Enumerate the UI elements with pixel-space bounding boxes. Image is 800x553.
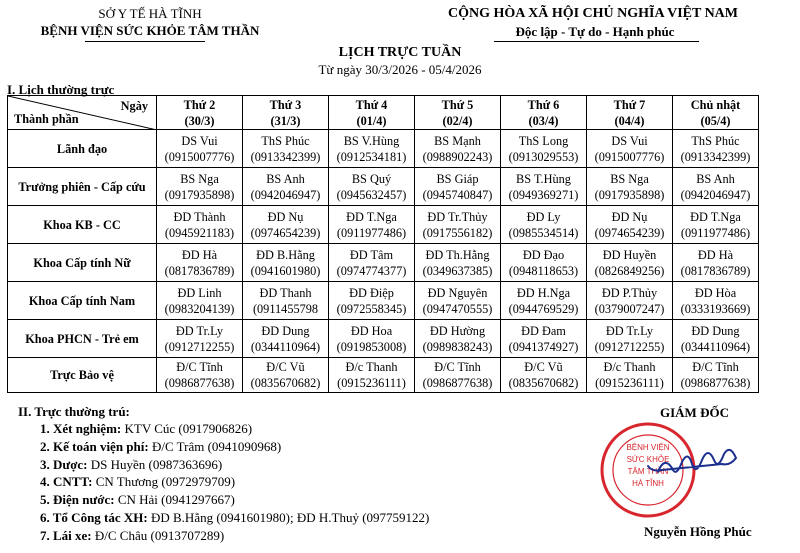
department-cell: Trưởng phiên - Cấp cứu bbox=[8, 168, 157, 206]
list-item bbox=[40, 491, 429, 509]
duty-cell bbox=[501, 320, 587, 358]
day-date: (05/4) bbox=[700, 113, 731, 128]
duty-cell bbox=[415, 206, 501, 244]
hospital-name: BỆNH VIỆN SỨC KHỎE TÂM THẦN bbox=[40, 23, 260, 38]
staff-name: ĐD H.Nga bbox=[516, 285, 571, 300]
staff-name: ĐD Ly bbox=[526, 209, 561, 224]
hospital-seal-and-signature bbox=[596, 412, 756, 527]
staff-name: ĐD Nguyên bbox=[427, 285, 488, 300]
duty-label: 2. Kế toán viện phí: bbox=[40, 438, 149, 454]
staff-name: Đ/C Vũ bbox=[524, 360, 563, 374]
duty-cell bbox=[673, 320, 759, 358]
staff-phone: (0835670682) bbox=[508, 376, 579, 390]
staff-phone: (0942046947) bbox=[250, 187, 321, 202]
staff-phone: (0917935898) bbox=[594, 187, 665, 202]
staff-phone: (0972558345) bbox=[336, 301, 407, 316]
staff-phone: (0989838243) bbox=[422, 339, 493, 354]
date-range: Từ ngày 30/3/2026 - 05/4/2026 bbox=[318, 62, 482, 77]
duty-value: DS Huyền (0987363696) bbox=[90, 456, 223, 472]
duty-cell bbox=[329, 130, 415, 168]
day-date: (03/4) bbox=[528, 113, 559, 128]
staff-name: ĐD Dung bbox=[261, 323, 310, 338]
staff-name: ĐD T.Nga bbox=[690, 209, 741, 224]
day-header bbox=[415, 96, 501, 130]
day-name: Thứ 4 bbox=[355, 97, 388, 112]
table-header-row bbox=[8, 96, 759, 130]
staff-phone: (0915236111) bbox=[595, 376, 664, 390]
day-name: Thứ 7 bbox=[613, 97, 646, 112]
staff-phone: (0911455798 bbox=[252, 301, 319, 316]
staff-name: Đ/C Tĩnh bbox=[176, 360, 223, 374]
staff-name: BS V.Hùng bbox=[343, 133, 400, 148]
staff-phone: (0942046947) bbox=[680, 187, 751, 202]
duty-cell bbox=[157, 206, 243, 244]
duty-schedule-table bbox=[7, 95, 759, 393]
duty-value: KTV Cúc (0917906826) bbox=[124, 421, 253, 436]
staff-name: ĐD Huyền bbox=[602, 247, 657, 262]
staff-name: BS Quý bbox=[351, 171, 392, 186]
staff-name: ĐD Tr.Ly bbox=[175, 323, 224, 338]
duty-cell bbox=[243, 282, 329, 320]
duty-cell bbox=[157, 168, 243, 206]
list-item bbox=[40, 456, 429, 474]
duty-value: CN Hải (0941297667) bbox=[117, 492, 235, 508]
duty-label: 7. Lái xe: bbox=[40, 527, 92, 543]
duty-cell bbox=[157, 244, 243, 282]
staff-name: ĐD Dung bbox=[691, 323, 740, 338]
duty-cell bbox=[157, 358, 243, 393]
list-item bbox=[40, 420, 429, 438]
staff-name: ĐD P.Thủy bbox=[601, 285, 658, 300]
duty-label: 1. Xét nghiệm: bbox=[40, 421, 122, 436]
duty-cell bbox=[157, 282, 243, 320]
staff-name: BS Mạnh bbox=[434, 133, 481, 148]
duty-cell bbox=[587, 244, 673, 282]
duty-cell bbox=[673, 206, 759, 244]
duty-cell bbox=[415, 244, 501, 282]
staff-phone: (0974654239) bbox=[250, 225, 321, 240]
staff-name: BS Anh bbox=[266, 171, 305, 186]
duty-value: Đ/C Châu (0913707289) bbox=[94, 527, 225, 543]
duty-cell bbox=[329, 244, 415, 282]
staff-phone: (0835670682) bbox=[250, 376, 321, 390]
staff-phone: (0826849256) bbox=[594, 263, 665, 278]
duty-cell bbox=[587, 358, 673, 393]
staff-phone: (0917556182) bbox=[422, 225, 493, 240]
staff-phone: (0974654239) bbox=[594, 225, 665, 240]
duty-label: 3. Dược: bbox=[40, 456, 88, 472]
staff-phone: (0913029553) bbox=[508, 149, 579, 164]
staff-name: ĐD Nụ bbox=[611, 209, 648, 224]
duty-cell bbox=[243, 206, 329, 244]
department-cell: Khoa Cấp tính Nam bbox=[8, 282, 157, 320]
duty-cell bbox=[673, 282, 759, 320]
staff-phone: (0945921183) bbox=[164, 225, 235, 240]
duty-cell bbox=[587, 320, 673, 358]
staff-name: ĐD Điệp bbox=[349, 285, 394, 300]
duty-value: CN Thương (0972979709) bbox=[95, 474, 236, 490]
duty-cell bbox=[587, 168, 673, 206]
duty-cell bbox=[415, 282, 501, 320]
day-name: Thứ 2 bbox=[183, 97, 216, 112]
staff-phone: (0912534181) bbox=[336, 149, 407, 164]
staff-name: BS Nga bbox=[180, 171, 219, 186]
department-cell: Trực Bảo vệ bbox=[8, 358, 157, 393]
duty-cell bbox=[501, 244, 587, 282]
staff-name: ThS Phúc bbox=[691, 133, 740, 148]
seal-line-3: TÂM THẦN bbox=[627, 467, 669, 476]
list-item bbox=[40, 473, 429, 491]
list-item bbox=[40, 438, 429, 456]
staff-name: ThS Phúc bbox=[261, 133, 310, 148]
staff-phone: (0941374927) bbox=[508, 339, 579, 354]
table-row bbox=[8, 282, 759, 320]
duty-label: 6. Tổ Công tác XH: bbox=[40, 509, 148, 525]
staff-name: ĐD Thành bbox=[173, 209, 226, 224]
staff-name: ĐD T.Nga bbox=[346, 209, 397, 224]
staff-name: Đ/C Tĩnh bbox=[434, 360, 481, 374]
duty-cell bbox=[329, 282, 415, 320]
department-cell: Khoa PHCN - Trẻ em bbox=[8, 320, 157, 358]
staff-phone: (0349637385) bbox=[422, 263, 493, 278]
corner-label-role: Thành phần bbox=[14, 112, 79, 126]
duty-cell bbox=[673, 168, 759, 206]
page-title: LỊCH TRỰC TUẦN bbox=[338, 45, 462, 60]
day-header bbox=[157, 96, 243, 130]
staff-phone: (0344110964) bbox=[680, 339, 751, 354]
day-header bbox=[329, 96, 415, 130]
duty-cell bbox=[587, 206, 673, 244]
director-name: Nguyễn Hồng Phúc bbox=[644, 524, 752, 539]
day-name: Chủ nhật bbox=[690, 97, 741, 112]
staff-phone: (0986877638) bbox=[164, 376, 235, 390]
staff-phone: (0379007247) bbox=[594, 301, 665, 316]
duty-cell bbox=[329, 206, 415, 244]
staff-phone: (0945632457) bbox=[336, 187, 407, 202]
duty-cell bbox=[415, 168, 501, 206]
corner-label-day: Ngày bbox=[120, 99, 148, 113]
duty-cell bbox=[329, 358, 415, 393]
duty-cell bbox=[501, 130, 587, 168]
seal-line-1: BỆNH VIỆN bbox=[626, 443, 670, 452]
duty-cell bbox=[243, 320, 329, 358]
duty-cell bbox=[157, 130, 243, 168]
staff-name: ĐD Thanh bbox=[259, 285, 312, 300]
day-date: (01/4) bbox=[356, 113, 387, 128]
staff-name: BS T.Hùng bbox=[516, 171, 571, 186]
table-row bbox=[8, 168, 759, 206]
staff-phone: (0817836789) bbox=[164, 263, 235, 278]
list-item bbox=[40, 509, 429, 527]
section-2-title: II. Trực thường trú: bbox=[18, 404, 130, 419]
staff-phone: (0911977486) bbox=[680, 225, 751, 240]
staff-phone: (0919853008) bbox=[336, 339, 407, 354]
table-row bbox=[8, 320, 759, 358]
day-name: Thứ 6 bbox=[527, 97, 560, 112]
staff-phone: (0986877638) bbox=[422, 376, 493, 390]
staff-name: ĐD Th.Hằng bbox=[425, 247, 490, 262]
seal-line-2: SỨC KHỎE bbox=[626, 455, 670, 464]
duty-cell bbox=[243, 130, 329, 168]
duty-cell bbox=[673, 244, 759, 282]
resident-duty-list bbox=[40, 420, 429, 545]
nation-motto: Độc lập - Tự do - Hạnh phúc bbox=[515, 24, 675, 39]
duty-cell bbox=[501, 168, 587, 206]
list-item bbox=[40, 527, 429, 545]
staff-name: ĐD Hà bbox=[181, 247, 218, 262]
department-cell: Khoa Cấp tính Nữ bbox=[8, 244, 157, 282]
staff-name: BS Anh bbox=[696, 171, 735, 186]
staff-name: ĐD Hường bbox=[429, 323, 486, 338]
staff-name: ĐD Linh bbox=[177, 285, 222, 300]
day-header bbox=[243, 96, 329, 130]
staff-phone: (0817836789) bbox=[680, 263, 751, 278]
staff-name: DS Vui bbox=[181, 133, 218, 148]
staff-phone: (0917935898) bbox=[164, 187, 235, 202]
duty-cell bbox=[673, 358, 759, 393]
table-row bbox=[8, 130, 759, 168]
day-header bbox=[673, 96, 759, 130]
staff-phone: (0912712255) bbox=[594, 339, 665, 354]
staff-phone: (0974774377) bbox=[336, 263, 407, 278]
table-row bbox=[8, 206, 759, 244]
day-date: (31/3) bbox=[270, 113, 301, 128]
header-divider-right bbox=[494, 41, 699, 42]
staff-phone: (0915236111) bbox=[337, 376, 406, 390]
staff-phone: (0986877638) bbox=[680, 376, 751, 390]
duty-cell bbox=[329, 320, 415, 358]
staff-phone: (0911977486) bbox=[336, 225, 407, 240]
staff-name: DS Vui bbox=[611, 133, 648, 148]
nation-title: CỘNG HÒA XÃ HỘI CHỦ NGHĨA VIỆT NAM bbox=[447, 6, 738, 21]
ministry-name: SỞ Y TẾ HÀ TĨNH bbox=[98, 6, 202, 21]
table-row bbox=[8, 244, 759, 282]
duty-cell bbox=[501, 358, 587, 393]
staff-phone: (0941601980) bbox=[250, 263, 321, 278]
duty-label: 5. Điện nước: bbox=[40, 492, 115, 508]
day-date: (30/3) bbox=[184, 113, 215, 128]
duty-cell bbox=[329, 168, 415, 206]
staff-phone: (0913342399) bbox=[250, 149, 321, 164]
staff-phone: (0333193669) bbox=[680, 301, 751, 316]
staff-name: ĐD Hoa bbox=[350, 323, 393, 338]
staff-name: ĐD Nụ bbox=[267, 209, 304, 224]
staff-phone: (0915007776) bbox=[164, 149, 235, 164]
duty-cell bbox=[415, 130, 501, 168]
header-divider-left bbox=[85, 41, 205, 42]
staff-phone: (0944769529) bbox=[508, 301, 579, 316]
duty-cell bbox=[243, 168, 329, 206]
staff-name: Đ/c Thanh bbox=[345, 360, 398, 374]
day-date: (04/4) bbox=[614, 113, 645, 128]
staff-name: ĐD Đạo bbox=[522, 247, 565, 262]
director-title: GIÁM ĐỐC bbox=[660, 405, 729, 420]
duty-cell bbox=[501, 206, 587, 244]
seal-line-4: HÀ TĨNH bbox=[632, 479, 664, 488]
staff-phone: (0945740847) bbox=[422, 187, 493, 202]
table-corner-cell bbox=[8, 96, 157, 130]
table-row bbox=[8, 358, 759, 393]
day-name: Thứ 3 bbox=[269, 97, 302, 112]
duty-cell bbox=[243, 358, 329, 393]
staff-name: ĐD Tâm bbox=[349, 247, 394, 262]
department-cell: Khoa KB - CC bbox=[8, 206, 157, 244]
duty-label: 4. CNTT: bbox=[40, 474, 93, 490]
duty-cell bbox=[157, 320, 243, 358]
staff-phone: (0983204139) bbox=[164, 301, 235, 316]
staff-phone: (0988902243) bbox=[422, 149, 493, 164]
day-header bbox=[501, 96, 587, 130]
staff-name: Đ/C Tĩnh bbox=[692, 360, 739, 374]
staff-phone: (0912712255) bbox=[164, 339, 235, 354]
staff-name: ĐD Tr.Thủy bbox=[427, 209, 488, 224]
staff-phone: (0915007776) bbox=[594, 149, 665, 164]
staff-phone: (0985534514) bbox=[508, 225, 579, 240]
staff-phone: (0949369271) bbox=[508, 187, 579, 202]
staff-name: BS Giáp bbox=[436, 171, 479, 186]
day-header bbox=[587, 96, 673, 130]
day-date: (02/4) bbox=[442, 113, 473, 128]
day-name: Thứ 5 bbox=[441, 97, 474, 112]
duty-cell bbox=[243, 244, 329, 282]
duty-cell bbox=[673, 130, 759, 168]
staff-name: ĐD Hòa bbox=[694, 285, 737, 300]
duty-cell bbox=[415, 320, 501, 358]
duty-cell bbox=[415, 358, 501, 393]
duty-cell bbox=[587, 130, 673, 168]
staff-name: ĐD Đam bbox=[521, 323, 566, 338]
staff-name: ĐD B.Hằng bbox=[256, 247, 315, 262]
staff-phone: (0344110964) bbox=[250, 339, 321, 354]
staff-phone: (0947470555) bbox=[422, 301, 493, 316]
staff-name: BS Nga bbox=[610, 171, 649, 186]
duty-cell bbox=[587, 282, 673, 320]
staff-phone: (0913342399) bbox=[680, 149, 751, 164]
staff-name: ThS Long bbox=[518, 133, 569, 148]
staff-name: ĐD Tr.Ly bbox=[605, 323, 654, 338]
staff-phone: (0948118653) bbox=[508, 263, 579, 278]
staff-name: Đ/C Vũ bbox=[266, 360, 305, 374]
department-cell: Lãnh đạo bbox=[8, 130, 157, 168]
staff-name: Đ/c Thanh bbox=[603, 360, 656, 374]
duty-value: Đ/C Trâm (0941090968) bbox=[151, 438, 282, 454]
duty-value: ĐD B.Hằng (0941601980); ĐD H.Thuỷ (097759122) bbox=[150, 509, 430, 525]
staff-name: ĐD Hà bbox=[697, 247, 734, 262]
section-1-title: I. Lịch thường trực bbox=[7, 82, 115, 97]
duty-cell bbox=[501, 282, 587, 320]
